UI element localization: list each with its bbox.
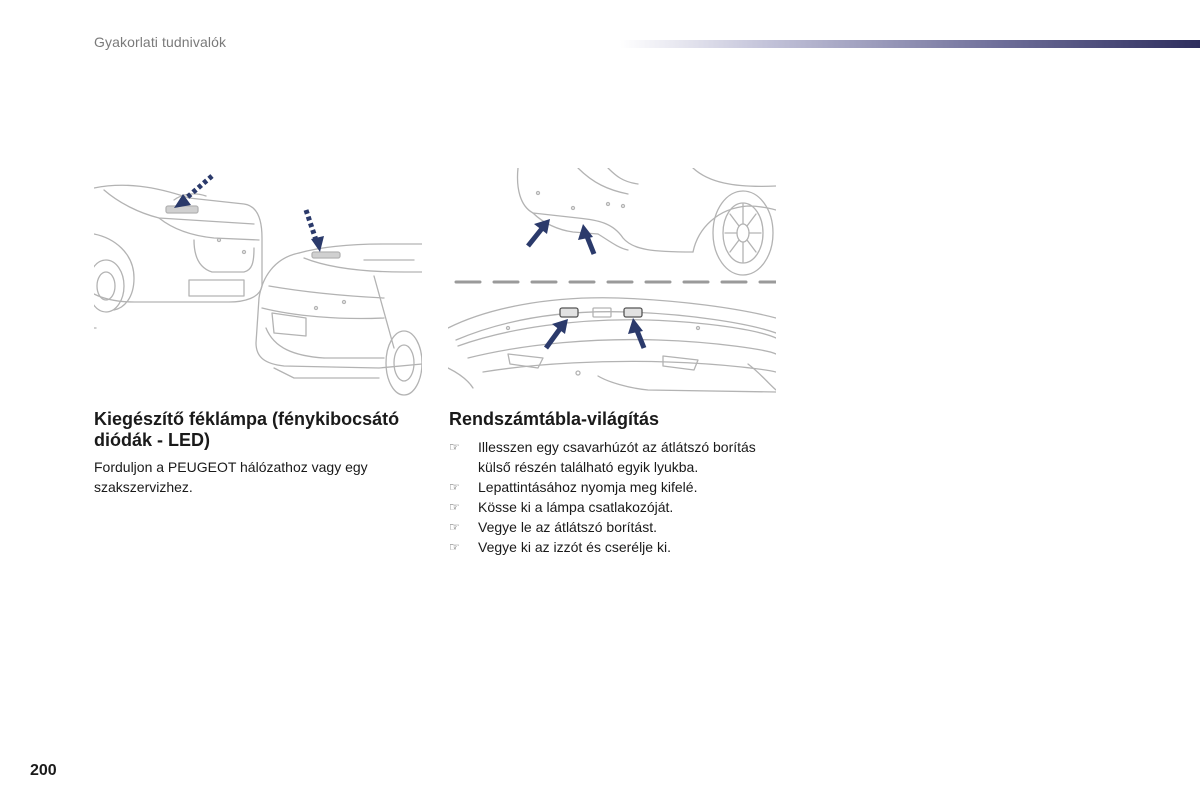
number-plate-lamp-heading: Rendszámtábla-világítás	[449, 409, 660, 429]
step-text: Vegye ki az izzót és cserélje ki.	[478, 539, 671, 555]
pointing-hand-icon: ☞	[449, 440, 460, 454]
step-item	[449, 517, 789, 537]
pointing-hand-icon: ☞	[449, 480, 460, 494]
step-text: Kösse ki a lámpa csatlakozóját.	[478, 499, 674, 515]
estate-car-outline	[256, 244, 422, 395]
step-text: Vegye le az átlátszó borítást.	[478, 519, 657, 535]
arrow-estate-lamp	[306, 210, 316, 240]
third-brake-lamp-illustration	[94, 168, 422, 398]
number-plate-lamp-steps	[449, 437, 789, 557]
third-brake-lamp-heading: Kiegészítő féklámpa (fénykibocsátó diódák - LED)	[94, 409, 400, 450]
rear-bumper-outline	[518, 168, 776, 275]
step-item	[449, 497, 789, 517]
header-title: Gyakorlati tudnivalók	[94, 34, 227, 50]
pointing-hand-icon: ☞	[449, 520, 460, 534]
pointing-hand-icon: ☞	[449, 500, 460, 514]
step-item	[449, 537, 789, 557]
step-text: Lepattintásához nyomja meg kifelé.	[478, 479, 698, 495]
step-item	[449, 477, 789, 497]
step-text: Illesszen egy csavarhúzót az átlátszó borítás külső részén található egyik lyukba.	[478, 439, 756, 475]
header-gradient-bar	[620, 40, 1200, 48]
page-number: 200	[30, 762, 57, 779]
number-plate-lamp-illustration	[448, 168, 776, 398]
pointing-hand-icon: ☞	[449, 540, 460, 554]
tailgate-underside-outline	[448, 298, 776, 392]
step-item	[449, 437, 789, 477]
arrow-sedan-lamp	[184, 176, 212, 200]
third-brake-lamp-text: Forduljon a PEUGEOT hálózathoz vagy egy szakszervizhez.	[94, 459, 368, 495]
